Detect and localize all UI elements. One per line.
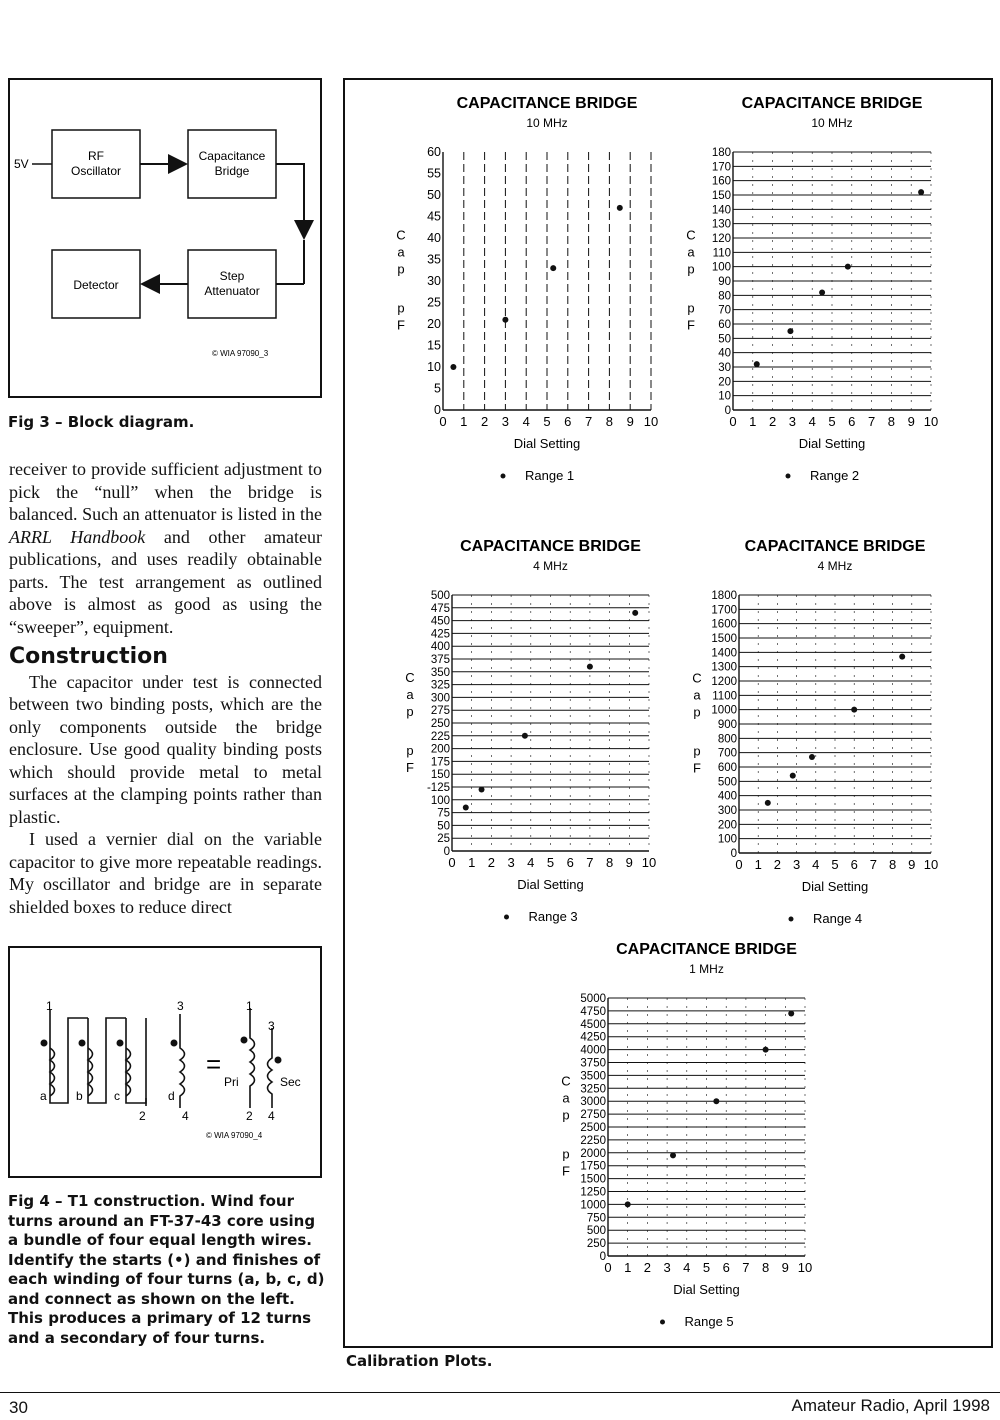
y-tick-label: 55 xyxy=(427,166,441,181)
equals-sign: = xyxy=(206,1049,222,1079)
y-tick-label: 80 xyxy=(718,290,731,303)
y-tick-label: 4750 xyxy=(580,1005,606,1018)
x-tick-label: 2 xyxy=(768,414,777,429)
x-tick-label: 5 xyxy=(546,855,555,870)
y-axis-label-letter: F xyxy=(406,760,414,776)
paragraph-3: I used a vernier dial on the variable capacitor to give more repeatable readings. My oscillator and bridge are in separate shielded boxes to reduce direct xyxy=(9,829,322,917)
fig4-copyright: © WIA 97090_4 xyxy=(206,1131,263,1140)
pri-terminal-2: 2 xyxy=(246,1109,253,1123)
y-tick-label: 200 xyxy=(717,819,737,832)
y-tick-label: 225 xyxy=(430,730,450,743)
paragraph-1-end: and other amateur publications, and uses readily obtainable parts. The test arrangement as outlined above is almost as good as using the “sweeper”, equipment. xyxy=(9,526,322,637)
y-tick-label: 500 xyxy=(586,1225,606,1238)
x-tick-label: 8 xyxy=(605,855,614,870)
fig4-frame xyxy=(8,946,322,1178)
x-tick-label: 8 xyxy=(887,414,896,429)
y-tick-label: 20 xyxy=(427,317,441,331)
x-tick-label: 2 xyxy=(487,855,496,870)
legend-label: Range 5 xyxy=(684,1314,734,1329)
winding-wire-b xyxy=(88,1018,126,1103)
y-tick-label: 500 xyxy=(430,590,450,602)
x-axis-label: Dial Setting xyxy=(517,877,584,892)
plots-caption: Calibration Plots. xyxy=(346,1352,493,1370)
x-tick-label: 10 xyxy=(643,414,659,429)
data-point xyxy=(763,1047,769,1053)
plots-frame xyxy=(343,78,993,1348)
data-point xyxy=(765,800,771,806)
sec-label: Sec xyxy=(280,1075,301,1089)
legend-marker xyxy=(786,474,791,479)
input-5v-label: 5V xyxy=(14,157,29,171)
terminal-4-label: 4 xyxy=(182,1109,189,1123)
y-tick-label: 475 xyxy=(430,602,450,615)
data-point xyxy=(845,264,851,270)
y-tick-label: 300 xyxy=(430,692,450,705)
y-axis-label-letter: p xyxy=(406,704,414,720)
x-axis-label: Dial Setting xyxy=(798,436,866,451)
pri-label: Pri xyxy=(224,1075,239,1089)
y-tick-label: 15 xyxy=(427,338,441,353)
y-tick-label: 0 xyxy=(730,848,737,860)
attenuator-label-2: Attenuator xyxy=(204,284,260,298)
y-tick-label: 0 xyxy=(599,1251,606,1263)
legend-label: Range 4 xyxy=(813,911,863,926)
block-diagram xyxy=(10,80,320,396)
y-tick-label: 150 xyxy=(711,190,731,202)
x-tick-label: 4 xyxy=(812,857,820,872)
section-heading: Construction xyxy=(9,644,168,669)
y-axis-label-letter: p xyxy=(562,1146,570,1162)
y-tick-label: 3750 xyxy=(580,1057,606,1070)
x-tick-label: 10 xyxy=(797,1260,813,1275)
x-tick-label: 0 xyxy=(604,1260,612,1275)
y-tick-label: 800 xyxy=(717,733,737,746)
chart-subtitle: 10 MHz xyxy=(526,116,568,130)
y-axis-label-letter: p xyxy=(687,261,695,277)
legend-label: Range 2 xyxy=(810,468,860,483)
y-tick-label: 3000 xyxy=(580,1096,606,1109)
y-tick-label: 175 xyxy=(430,756,450,769)
y-tick-label: 100 xyxy=(717,833,737,846)
y-tick-label: 250 xyxy=(586,1238,606,1251)
y-tick-label: 60 xyxy=(427,145,441,159)
y-tick-label: 20 xyxy=(718,376,731,389)
x-tick-label: 5 xyxy=(702,1260,711,1275)
x-tick-label: 2 xyxy=(480,414,489,429)
x-tick-label: 6 xyxy=(722,1260,730,1275)
chart-title: CAPACITANCE BRIDGE xyxy=(744,538,926,555)
y-tick-label: 300 xyxy=(717,805,737,817)
x-tick-label: 9 xyxy=(908,857,916,872)
legend-label: Range 3 xyxy=(528,909,578,924)
y-tick-label: 25 xyxy=(437,833,450,846)
y-tick-label: 120 xyxy=(711,233,731,245)
y-tick-label: 275 xyxy=(430,705,450,718)
y-tick-label: 1500 xyxy=(580,1173,606,1186)
x-axis-label: Dial Setting xyxy=(513,436,581,451)
y-tick-label: 5 xyxy=(434,381,441,396)
x-tick-label: 3 xyxy=(792,857,801,872)
data-point xyxy=(550,265,556,271)
y-tick-label: 4500 xyxy=(580,1018,606,1031)
data-point xyxy=(790,773,796,779)
chart-4 xyxy=(692,538,938,926)
y-tick-label: 1200 xyxy=(711,676,737,688)
data-point xyxy=(463,804,469,810)
y-tick-label: 1000 xyxy=(580,1199,606,1212)
legend-marker xyxy=(501,474,506,479)
data-point xyxy=(617,205,623,211)
y-tick-label: 90 xyxy=(718,276,731,288)
x-tick-label: 9 xyxy=(907,414,915,429)
y-tick-label: 4000 xyxy=(580,1044,606,1057)
y-tick-label: -125 xyxy=(426,782,450,794)
paragraph-1 xyxy=(9,458,322,638)
sec-terminal-4: 4 xyxy=(268,1109,275,1123)
y-tick-label: 250 xyxy=(430,718,450,730)
x-tick-label: 3 xyxy=(788,414,797,429)
y-axis-label-letter: C xyxy=(692,670,702,686)
legend-marker xyxy=(660,1320,665,1325)
bridge-label-1: Capacitance xyxy=(198,149,266,163)
y-axis-label-letter: p xyxy=(693,704,701,720)
winding-c-label: c xyxy=(114,1089,120,1103)
winding-a-label: a xyxy=(40,1089,47,1103)
data-point xyxy=(899,654,905,660)
x-tick-label: 3 xyxy=(663,1260,671,1275)
chart-5 xyxy=(561,941,812,1329)
y-tick-label: 600 xyxy=(717,762,737,774)
x-tick-label: 5 xyxy=(831,857,839,872)
y-tick-label: 400 xyxy=(717,790,737,803)
y-tick-label: 50 xyxy=(718,333,731,346)
y-axis-label-letter: a xyxy=(687,244,695,260)
rf-oscillator-label-1: RF xyxy=(88,149,104,163)
x-tick-label: 4 xyxy=(683,1260,691,1275)
winding-wire-c xyxy=(126,1018,146,1103)
terminal-3-label: 3 xyxy=(177,999,184,1013)
secondary-coil xyxy=(268,1028,273,1108)
rf-oscillator-label-2: Oscillator xyxy=(70,164,122,178)
y-tick-label: 130 xyxy=(711,218,731,231)
x-tick-label: 1 xyxy=(749,414,757,429)
y-tick-label: 2000 xyxy=(580,1147,606,1160)
y-axis-label-letter: F xyxy=(693,760,701,776)
x-tick-label: 7 xyxy=(586,855,594,870)
y-tick-label: 2500 xyxy=(580,1122,606,1134)
x-tick-label: 8 xyxy=(761,1260,770,1275)
bridge-to-attenuator-arrow xyxy=(276,164,304,238)
y-tick-label: 500 xyxy=(717,776,737,789)
x-tick-label: 10 xyxy=(641,855,657,870)
y-tick-label: 30 xyxy=(427,274,441,288)
data-point xyxy=(819,289,825,295)
x-tick-label: 4 xyxy=(522,414,530,429)
fig3-caption: Fig 3 – Block diagram. xyxy=(8,413,195,431)
chart-title: CAPACITANCE BRIDGE xyxy=(616,941,797,958)
data-point xyxy=(787,328,793,334)
y-tick-label: 900 xyxy=(717,719,737,731)
chart-subtitle: 10 MHz xyxy=(811,116,853,130)
y-tick-label: 50 xyxy=(427,188,441,202)
x-tick-label: 10 xyxy=(923,857,939,872)
x-tick-label: 5 xyxy=(543,414,551,429)
y-tick-label: 50 xyxy=(437,820,450,833)
paragraph-2: The capacitor under test is connected between two binding posts, which are the only components outside the bridge enclosure. Use good quality binding posts which should provide metal to metal surfaces at the clamping points rather than plastic. xyxy=(9,671,322,827)
chart-2 xyxy=(686,95,938,483)
x-tick-label: 6 xyxy=(566,855,574,870)
y-tick-label: 1300 xyxy=(711,661,737,674)
x-tick-label: 1 xyxy=(468,855,476,870)
data-point xyxy=(809,754,815,760)
fig3-copyright: © WIA 97090_3 xyxy=(212,349,269,358)
y-tick-label: 425 xyxy=(430,628,450,641)
calibration-plots xyxy=(345,80,991,1346)
x-tick-label: 3 xyxy=(501,414,510,429)
data-point xyxy=(632,610,638,616)
y-tick-label: 45 xyxy=(427,209,441,224)
y-tick-label: 160 xyxy=(711,175,731,188)
y-axis-label-letter: p xyxy=(562,1107,570,1123)
y-axis-label-letter: a xyxy=(693,687,701,703)
y-tick-label: 1100 xyxy=(712,690,737,703)
y-tick-label: 5000 xyxy=(580,993,606,1005)
x-tick-label: 2 xyxy=(773,857,782,872)
y-tick-label: 1750 xyxy=(580,1160,606,1173)
x-tick-label: 1 xyxy=(624,1260,632,1275)
y-tick-label: 60 xyxy=(718,319,731,331)
x-tick-label: 4 xyxy=(527,855,535,870)
y-axis-label-letter: F xyxy=(397,317,405,333)
y-tick-label: 180 xyxy=(711,147,731,159)
x-tick-label: 2 xyxy=(643,1260,652,1275)
x-tick-label: 3 xyxy=(507,855,515,870)
y-tick-label: 10 xyxy=(718,390,731,403)
x-tick-label: 9 xyxy=(626,414,634,429)
y-tick-label: 30 xyxy=(718,362,731,374)
y-tick-label: 750 xyxy=(586,1212,606,1225)
x-tick-label: 0 xyxy=(729,414,737,429)
y-axis-label-letter: p xyxy=(693,743,701,759)
terminal-2-label: 2 xyxy=(139,1109,146,1123)
chart-1 xyxy=(396,95,658,483)
chart-3 xyxy=(405,538,656,924)
y-tick-label: 0 xyxy=(443,846,450,858)
data-point xyxy=(479,787,485,793)
chart-title: CAPACITANCE BRIDGE xyxy=(460,538,641,555)
data-point xyxy=(851,707,857,713)
transformer-diagram xyxy=(10,948,320,1176)
y-tick-label: 140 xyxy=(711,204,731,217)
y-axis-label-letter: F xyxy=(687,317,695,333)
article-text xyxy=(9,458,322,918)
y-axis-label-letter: F xyxy=(562,1163,570,1179)
data-point xyxy=(754,361,760,367)
data-point xyxy=(918,189,924,195)
data-point xyxy=(587,664,593,670)
x-tick-label: 6 xyxy=(850,857,858,872)
y-tick-label: 170 xyxy=(711,161,731,174)
y-axis-label-letter: C xyxy=(561,1073,571,1089)
x-tick-label: 1 xyxy=(754,857,762,872)
data-point xyxy=(788,1010,794,1016)
detector-label: Detector xyxy=(73,278,119,292)
legend-marker xyxy=(789,917,794,922)
legend-label: Range 1 xyxy=(525,468,575,483)
y-tick-label: 2750 xyxy=(580,1109,606,1122)
attenuator-label-1: Step xyxy=(219,269,245,283)
chart-subtitle: 4 MHz xyxy=(533,559,568,573)
y-axis-label-letter: a xyxy=(406,687,414,703)
primary-coil xyxy=(250,1008,255,1108)
y-tick-label: 100 xyxy=(430,794,450,807)
y-tick-label: 75 xyxy=(437,807,450,820)
x-tick-label: 7 xyxy=(742,1260,750,1275)
y-tick-label: 200 xyxy=(430,743,450,756)
y-axis-label-letter: p xyxy=(406,743,414,759)
winding-b-label: b xyxy=(76,1089,83,1103)
y-tick-label: 40 xyxy=(718,347,731,360)
chart-subtitle: 4 MHz xyxy=(817,559,853,573)
chart-subtitle: 1 MHz xyxy=(689,962,724,976)
chart-title: CAPACITANCE BRIDGE xyxy=(456,95,638,112)
y-tick-label: 40 xyxy=(427,231,441,245)
handbook-title: ARRL Handbook xyxy=(9,526,146,547)
y-tick-label: 110 xyxy=(712,247,731,260)
publication-name: Amateur Radio, April 1998 xyxy=(791,1396,990,1415)
y-tick-label: 2250 xyxy=(580,1134,606,1147)
y-tick-label: 1700 xyxy=(711,604,737,617)
x-tick-label: 7 xyxy=(584,414,593,429)
data-point xyxy=(522,733,528,739)
data-point xyxy=(502,317,508,323)
y-tick-label: 150 xyxy=(430,769,450,782)
y-tick-label: 350 xyxy=(430,666,450,679)
pri-terminal-1: 1 xyxy=(246,999,253,1013)
legend-marker xyxy=(504,915,509,920)
y-tick-label: 3500 xyxy=(580,1070,606,1083)
y-axis-label-letter: p xyxy=(397,300,405,316)
x-tick-label: 6 xyxy=(848,414,856,429)
x-tick-label: 10 xyxy=(923,414,939,429)
x-tick-label: 7 xyxy=(869,857,878,872)
y-axis-label-letter: C xyxy=(405,670,415,686)
y-tick-label: 1400 xyxy=(711,647,737,660)
x-tick-label: 9 xyxy=(781,1260,789,1275)
y-axis-label-letter: p xyxy=(687,300,695,316)
fig3-frame xyxy=(8,78,322,398)
y-axis-label-letter: p xyxy=(397,261,405,277)
y-tick-label: 1250 xyxy=(580,1186,606,1199)
chart-title: CAPACITANCE BRIDGE xyxy=(741,95,923,112)
coil-d xyxy=(180,1014,185,1108)
y-tick-label: 0 xyxy=(434,403,441,417)
y-tick-label: 25 xyxy=(427,295,441,310)
page-number: 30 xyxy=(9,1398,28,1417)
y-tick-label: 1800 xyxy=(711,590,737,602)
fig4-caption: Fig 4 – T1 construction. Wind four turns around an FT-37-43 core using a bundle of four equal length wires. Identify the starts (•) and finishes of each winding of four turns (a, b, c, d) and connect as shown on the left. This produces a primary of 12 turns and a secondary of four turns. xyxy=(8,1192,325,1347)
y-tick-label: 1600 xyxy=(711,618,737,631)
y-tick-label: 400 xyxy=(430,641,450,654)
x-tick-label: 8 xyxy=(888,857,897,872)
y-tick-label: 100 xyxy=(711,261,731,274)
data-point xyxy=(713,1098,719,1104)
y-tick-label: 325 xyxy=(430,679,450,692)
y-tick-label: 10 xyxy=(427,360,441,374)
x-tick-label: 1 xyxy=(460,414,468,429)
footer-rule xyxy=(0,1392,1000,1393)
x-tick-label: 0 xyxy=(448,855,456,870)
x-axis-label: Dial Setting xyxy=(801,879,869,894)
data-point xyxy=(670,1152,676,1158)
bridge-label-2: Bridge xyxy=(214,164,250,178)
y-tick-label: 700 xyxy=(717,747,737,760)
y-tick-label: 70 xyxy=(718,304,731,317)
x-tick-label: 7 xyxy=(867,414,876,429)
y-axis-label-letter: C xyxy=(686,227,696,243)
y-axis-label-letter: a xyxy=(397,244,405,260)
x-tick-label: 5 xyxy=(828,414,836,429)
sec-terminal-3: 3 xyxy=(268,1019,275,1033)
x-tick-label: 9 xyxy=(625,855,633,870)
terminal-1-label: 1 xyxy=(46,999,53,1013)
y-tick-label: 3250 xyxy=(580,1083,606,1096)
paragraph-1-start: receiver to provide sufficient adjustment to pick the “null” when the bridge is balanced. Such an attenuator is listed in the xyxy=(9,459,322,524)
y-tick-label: 1000 xyxy=(711,704,737,717)
y-tick-label: 375 xyxy=(430,654,450,666)
y-tick-label: 450 xyxy=(430,615,450,628)
x-tick-label: 4 xyxy=(808,414,816,429)
y-axis-label-letter: C xyxy=(396,227,406,243)
x-tick-label: 6 xyxy=(564,414,572,429)
data-point xyxy=(450,364,456,370)
y-tick-label: 0 xyxy=(724,405,731,417)
y-tick-label: 4250 xyxy=(580,1031,606,1044)
x-tick-label: 0 xyxy=(735,857,743,872)
x-tick-label: 8 xyxy=(605,414,614,429)
y-tick-label: 1500 xyxy=(711,633,737,645)
winding-d-label: d xyxy=(168,1089,175,1103)
y-axis-label-letter: a xyxy=(562,1090,570,1106)
data-point xyxy=(625,1201,631,1207)
x-tick-label: 0 xyxy=(439,414,447,429)
x-axis-label: Dial Setting xyxy=(673,1282,740,1297)
y-tick-label: 35 xyxy=(427,252,441,267)
